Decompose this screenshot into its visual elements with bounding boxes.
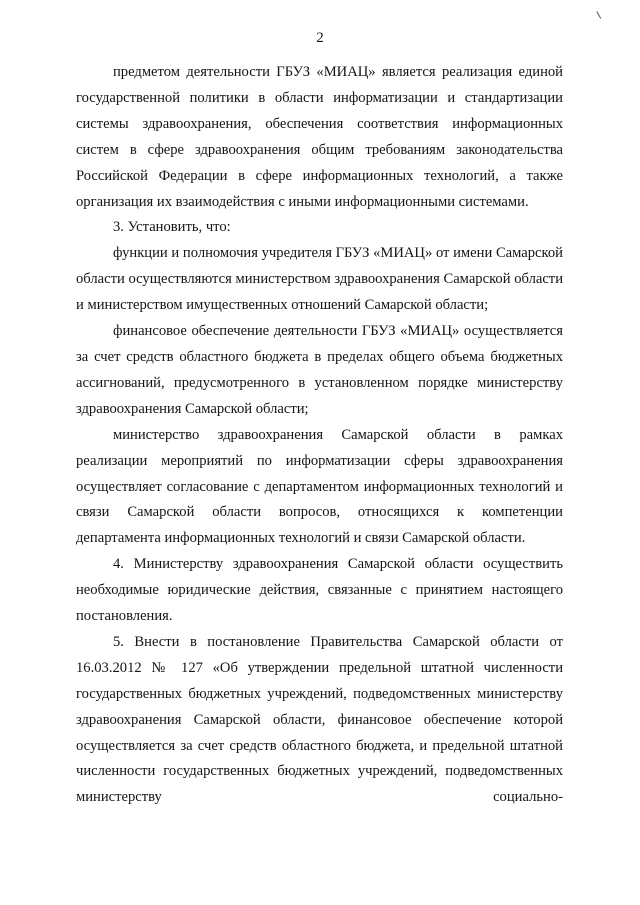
paragraph-financing: финансовое обеспечение деятельности ГБУЗ «МИАЦ» осуществляется за счет средств областного бюджета в пределах общего объема бюджетных ассигнований, предусмотренного в установленном порядке министерству здравоохранения Самарской области; <box>76 323 563 417</box>
paragraph-founder-functions: функции и полномочия учредителя ГБУЗ «МИАЦ» от имени Самарской области осуществляются министерством здравоохранения Самарской области и министерством имущественных отношений Самарской области; <box>76 245 563 314</box>
paragraph-ministry-coordination: министерство здравоохранения Самарской области в рамках реализации мероприятий по информатизации сферы здравоохранения осуществляет согласование с департаментом информационных технологий и связи Самарской области вопросов, относящихся к компетенции департамента информационных технологий и связи Самарской области. <box>76 426 563 547</box>
paragraph-item-4: 4. Министерству здравоохранения Самарской области осуществить необходимые юридические действия, связанные с принятием настоящего постановления. <box>76 556 563 625</box>
document-body <box>76 60 563 811</box>
paragraph-miac-purpose: предметом деятельности ГБУЗ «МИАЦ» является реализация единой государственной политики в области информатизации и стандартизации системы здравоохранения, обеспечения соответствия информационных систем в сфере здравоохранения общим требованиям законодательства Российской Федерации в сфере информационных технологий, а также организация их взаимодействия с иными информационными системами. <box>76 64 563 210</box>
scan-mark <box>596 9 604 18</box>
paragraph-item-3-heading: 3. Установить, что: <box>113 219 231 236</box>
page-number: 2 <box>316 30 324 46</box>
paragraph-item-5: 5. Внести в постановление Правительства Самарской области от 16.03.2012 № 127 «Об утверждении предельной штатной численности государственных бюджетных учреждений, подведомственных министерству здравоохранения Самарской области, финансовое обеспечение которой осуществляется за счет средств областного бюджета, и предельной штатной численности государственных бюджетных учреждений, подведомственных министерству социально- <box>76 633 563 806</box>
